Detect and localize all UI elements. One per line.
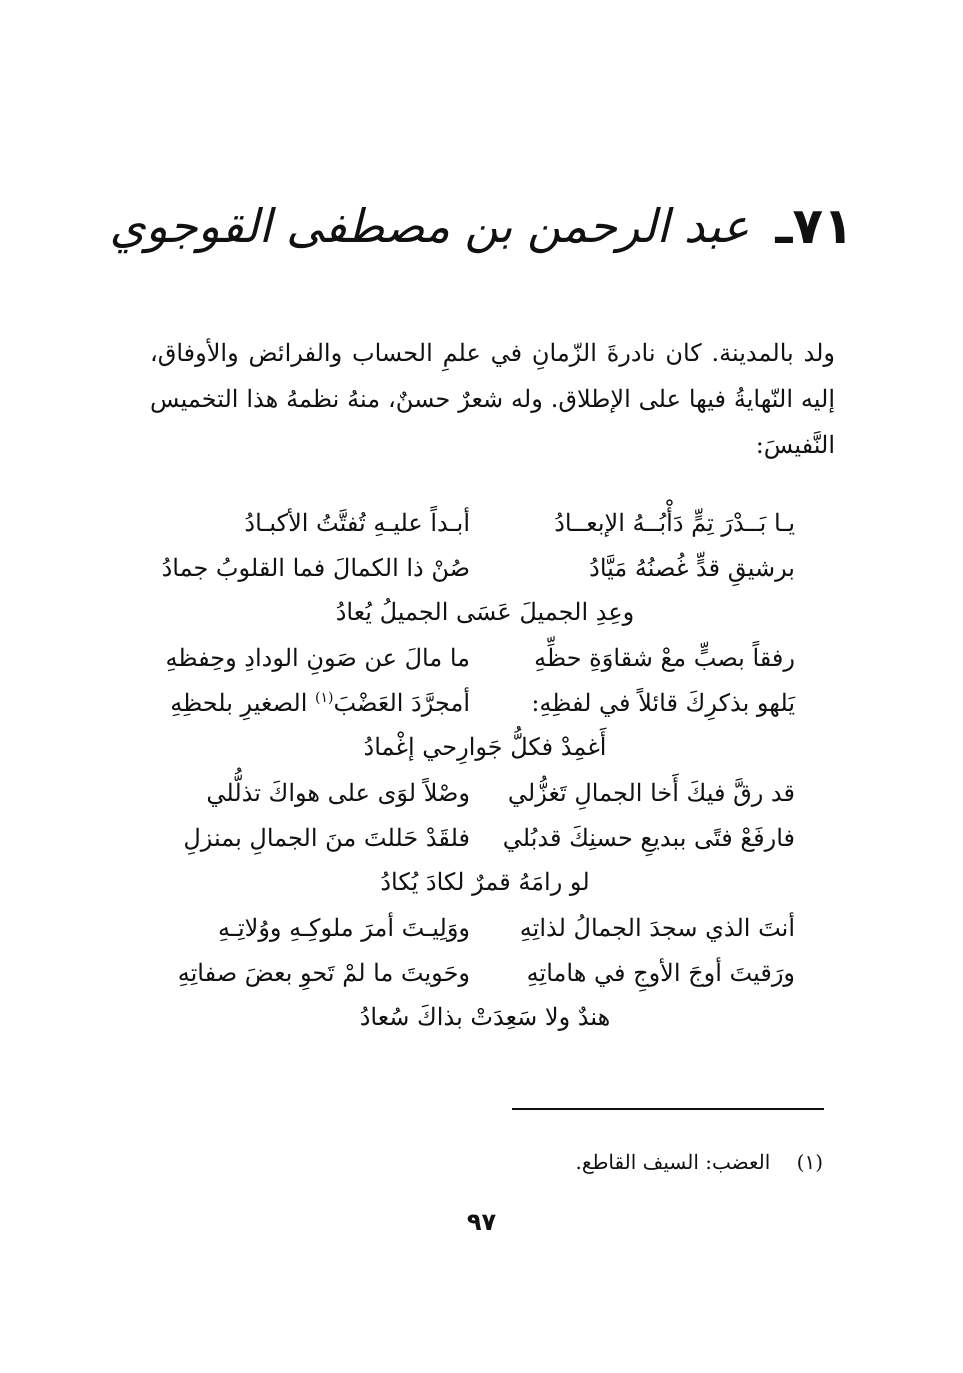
poem-line [175, 950, 795, 995]
first-hemistich: أنتَ الذي سجدَ الجمالُ لذاتِهِ [519, 913, 795, 942]
second-hemistich: ووَلِيـتَ أمرَ ملوكِـهِ ووُلاتِـهِ [218, 913, 470, 942]
footnote-marker: (١) [315, 689, 334, 706]
second-hemistich: أبـداً عليـهِ تُفتَّتُ الأكبـادُ [244, 508, 470, 537]
hemistich-start: أمجرَّدَ العَضْبَ [333, 688, 470, 717]
refrain-line: هندٌ ولا سَعِدَتْ بذاكَ سُعادُ [359, 1003, 611, 1031]
refrain-line: أَغمِدْ فكلُّ جَوارِحي إغْمادُ [363, 733, 607, 761]
poem-line [175, 770, 795, 815]
poem-line [165, 635, 795, 680]
refrain-line: وعِدِ الجميلَ عَسَى الجميلُ يُعادُ [335, 598, 635, 626]
poem-line [175, 815, 795, 860]
second-hemistich: صُنْ ذا الكمالَ فما القلوبُ جمادُ [161, 553, 470, 582]
poem-line [175, 500, 795, 545]
second-hemistich: ما مالَ عن صَونِ الودادِ وحِفظهِ [165, 643, 470, 672]
poem [161, 500, 795, 1040]
second-hemistich [170, 688, 470, 717]
chapter-heading [0, 186, 963, 266]
poem-line [175, 905, 795, 950]
first-hemistich: يـا بَــدْرَ تِمٍّ دَأْبُــهُ الإبعــادُ [554, 508, 795, 537]
stanza-3 [175, 770, 795, 905]
poem-line [170, 680, 795, 725]
intro-paragraph: ولد بالمدينة. كان نادرةَ الزّمانِ في علمِ الحساب والفرائض والأوفاق، إليه النّهايةُ فيها على الإطلاق. وله شعرٌ حسنٌ، منهُ نظمهُ هذا التخميس النَّفيسَ: [150, 339, 835, 459]
footnote [576, 1150, 823, 1174]
footnote-text: العضب: السيف القاطع. [575, 1150, 771, 1174]
hemistich-end: الصغيرِ بلحظِهِ [170, 688, 308, 717]
first-hemistich: برشيقِ قدٍّ غُصنُهُ مَيَّادُ [589, 553, 795, 582]
entry-number: ٧١ـ [775, 197, 854, 255]
first-hemistich: فارفَعْ فتًى ببديعِ حسنِكَ قدبُلي [502, 823, 795, 852]
first-hemistich: قد رقَّ فيكَ أَخا الجمالِ تَغزُّلي [507, 778, 795, 807]
stanza-2 [165, 635, 795, 770]
footnote-divider [512, 1108, 824, 1110]
poem-line [161, 545, 795, 590]
second-hemistich: وصْلاً لوَى على هواكَ تذلُّلي [206, 778, 470, 807]
refrain-line: لو رامَهُ قمرٌ لكادَ يُكادُ [380, 868, 590, 896]
footnote-number: (١) [796, 1150, 823, 1174]
stanza-1 [161, 500, 795, 635]
stanza-4 [175, 905, 795, 1040]
first-hemistich: يَلهو بذكرِكَ قائلاً في لفظِهِ: [531, 688, 795, 717]
first-hemistich: رفقاً بصبٍّ معْ شقاوَةِ حظِّهِ [534, 643, 795, 672]
first-hemistich: ورَقيتَ أوجَ الأوجِ في هاماتِهِ [526, 958, 795, 987]
second-hemistich: فلقَدْ حَللتَ منَ الجمالِ بمنزلِ [183, 823, 470, 852]
entry-name: عبد الرحمن بن مصطفى القوجوي [109, 199, 750, 253]
second-hemistich: وحَويتَ ما لمْ تَحوِ بعضَ صفاتِهِ [177, 958, 470, 987]
page-number: ٩٧ [466, 1208, 497, 1236]
